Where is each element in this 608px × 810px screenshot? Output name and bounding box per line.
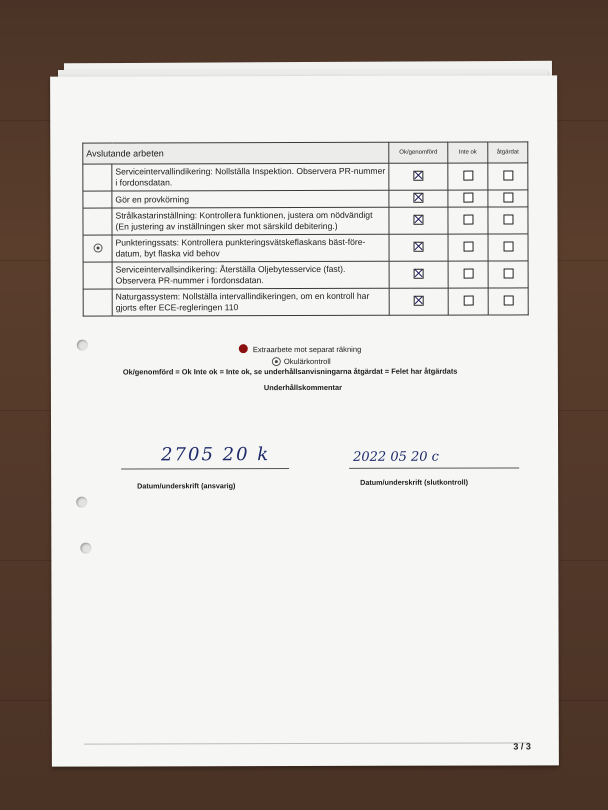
inte-ok-checkbox[interactable]: [463, 269, 473, 279]
col-ok-header: Ok/genomförd: [389, 142, 448, 163]
ok-checkbox[interactable]: [413, 215, 423, 225]
atgardat-checkbox[interactable]: [503, 192, 513, 202]
signature-right-line: [349, 467, 519, 468]
status-legend: Ok/genomförd = Ok Inte ok = Inte ok, se underhållsanvisningarna åtgärdat = Felet har åtgärdats: [122, 366, 458, 377]
table-row: [83, 190, 528, 208]
punch-hole: [76, 497, 87, 508]
inte-ok-checkbox[interactable]: [463, 242, 473, 252]
table-header-row: [83, 142, 528, 164]
extra-work-label: Extraarbete mot separat räkning: [252, 344, 362, 355]
ok-checkbox[interactable]: [414, 269, 424, 279]
col-atgardat-header: åtgärdat: [488, 142, 528, 163]
atgardat-checkbox[interactable]: [503, 295, 513, 305]
table-row: [83, 163, 528, 191]
page-number: 3 / 3: [513, 741, 531, 752]
row-description: Serviceintervallsindikering: Återställa Oljebytesservice (fast). Observera PR-nummer i fordonsdatan.: [112, 261, 389, 289]
punch-hole: [77, 340, 88, 351]
inte-ok-checkbox[interactable]: [463, 296, 473, 306]
inte-ok-checkbox[interactable]: [463, 171, 473, 181]
row-description: Serviceintervallindikering: Nollställa Inspektion. Observera PR-nummer i fordonsdatan.: [112, 163, 389, 191]
atgardat-checkbox[interactable]: [503, 241, 513, 251]
signature-left-line: [121, 468, 289, 469]
signature-right-handwriting: 2022 05 20 c: [353, 449, 439, 465]
table-row: [83, 234, 528, 262]
row-radio-selected[interactable]: [93, 243, 102, 252]
row-description: Punkteringssats: Kontrollera punkteringsvätskeflaskans bäst-före-datum, byt flaska vid behov: [112, 234, 389, 262]
visual-check-radio[interactable]: [272, 357, 281, 366]
ok-checkbox[interactable]: [414, 242, 424, 252]
closing-work-table: [82, 141, 528, 316]
signature-left-label: Datum/underskrift (ansvarig): [137, 481, 236, 491]
ok-checkbox[interactable]: [414, 296, 424, 306]
table-row: [83, 207, 528, 235]
inte-ok-checkbox[interactable]: [463, 215, 473, 225]
signature-right-label: Datum/underskrift (slutkontroll): [360, 477, 469, 487]
atgardat-checkbox[interactable]: [503, 214, 513, 224]
atgardat-checkbox[interactable]: [503, 268, 513, 278]
footer-rule: [84, 742, 530, 744]
row-description: Strålkastarinställning: Kontrollera funktionen, justera om nödvändigt (En justering av inställningen sker mot särskild debitering.): [112, 207, 389, 235]
atgardat-checkbox[interactable]: [503, 170, 513, 180]
visual-check-label: Okulärkontroll: [283, 356, 331, 367]
punch-hole: [80, 543, 91, 554]
signature-left-handwriting: 2705 20 k: [161, 444, 271, 466]
col-inte-ok-header: Inte ok: [448, 142, 488, 163]
table-row: [83, 261, 528, 289]
table-title: Avslutande arbeten: [83, 142, 389, 164]
row-description: Naturgassystem: Nollställa intervallindikeringen, om en kontroll har gjorts efter ECE-regleringen 110: [112, 288, 389, 316]
extra-work-indicator-icon[interactable]: [239, 344, 248, 353]
document-page: [50, 75, 559, 766]
ok-checkbox[interactable]: [413, 193, 423, 203]
ok-checkbox[interactable]: [413, 171, 423, 181]
inte-ok-checkbox[interactable]: [463, 193, 473, 203]
table-row: [83, 288, 528, 316]
maintenance-comment-label: Underhållskommentar: [263, 382, 342, 393]
row-description: Gör en provkörning: [112, 190, 389, 208]
